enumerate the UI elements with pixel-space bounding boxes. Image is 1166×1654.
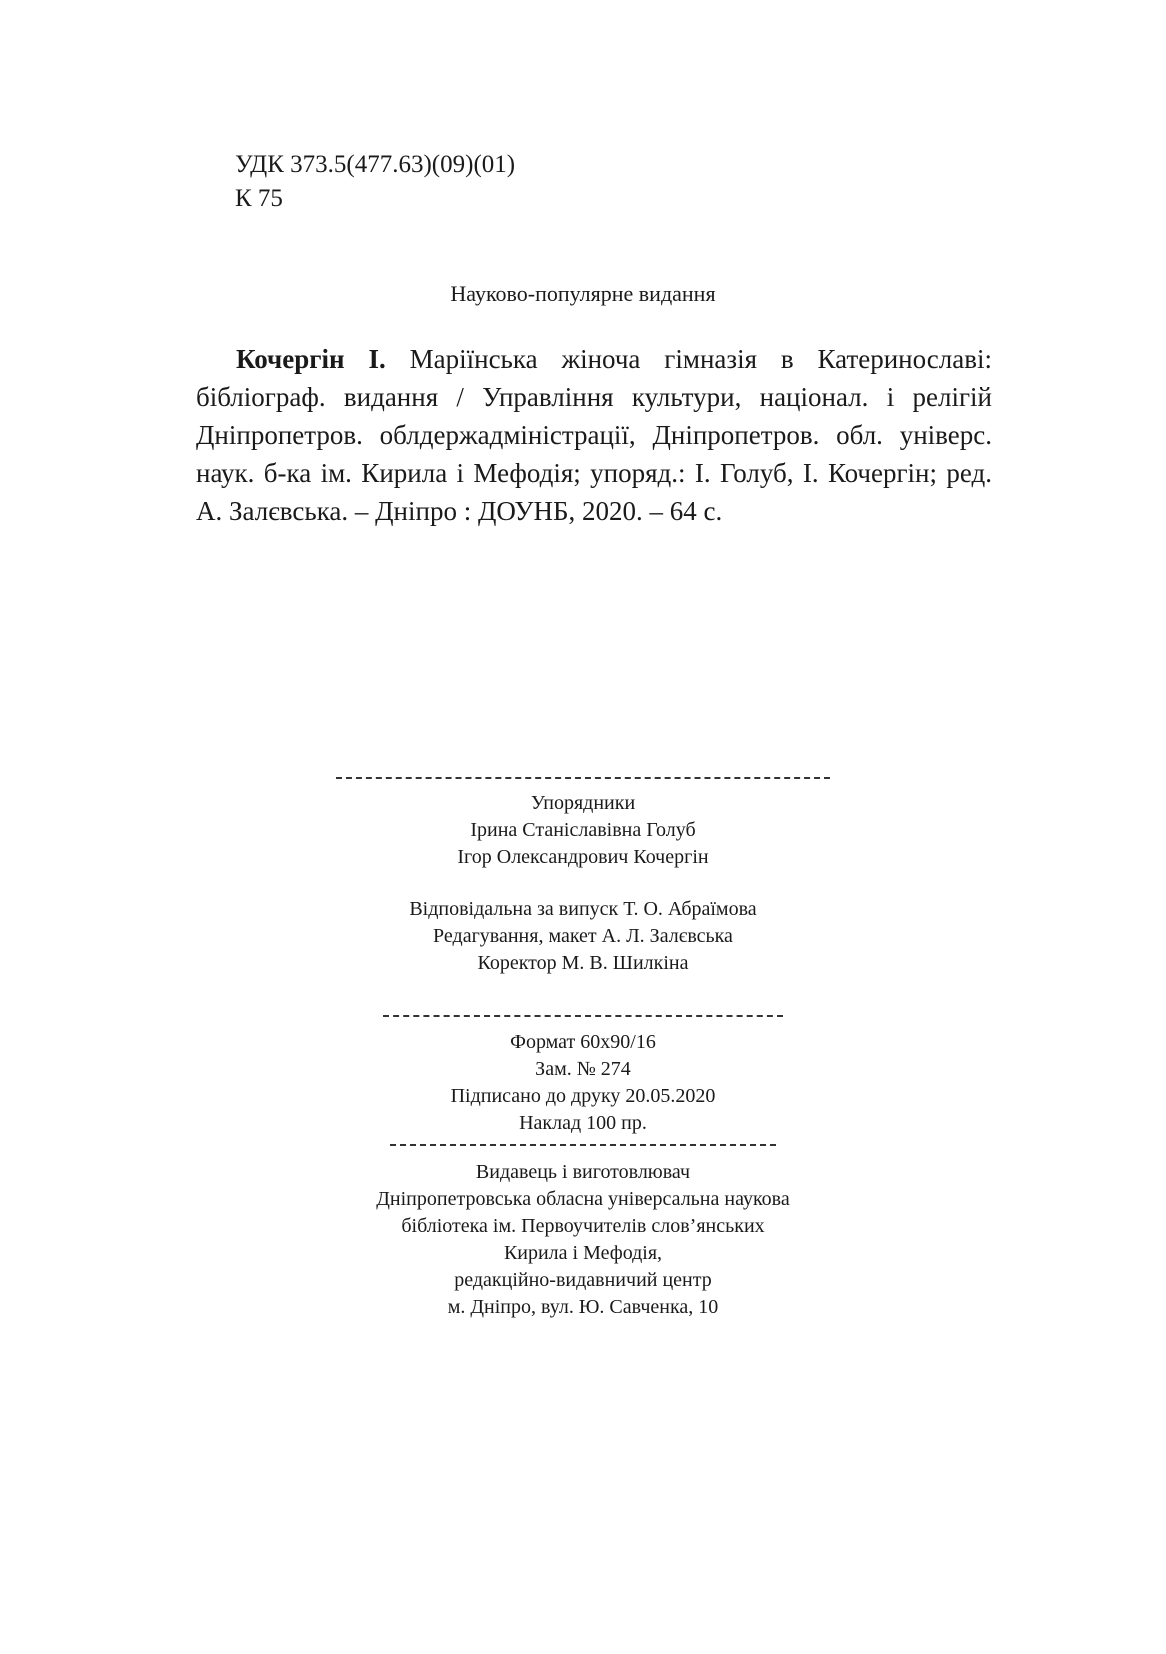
format: Формат 60х90/16 bbox=[510, 1031, 656, 1053]
publisher-line: Дніпропетровська обласна універсальна наукова bbox=[376, 1188, 790, 1210]
author-sign: К 75 bbox=[235, 185, 283, 212]
publisher-line: бібліотека ім. Первоучителів слов’янських bbox=[401, 1215, 765, 1237]
responsible-editor: Відповідальна за випуск Т. О. Абраїмова bbox=[409, 898, 757, 920]
publisher-address: м. Дніпро, вул. Ю. Савченка, 10 bbox=[447, 1296, 719, 1318]
publisher-heading: Видавець і виготовлювач bbox=[475, 1161, 691, 1183]
divider-top bbox=[336, 777, 830, 779]
publisher-line: редакційно-видавничий центр bbox=[454, 1269, 712, 1291]
bibliographic-description bbox=[196, 340, 992, 530]
udk-code: УДК 373.5(477.63)(09)(01) bbox=[235, 151, 516, 178]
publisher-line: Кирила і Мефодія, bbox=[503, 1242, 663, 1264]
order-number: Зам. № 274 bbox=[535, 1058, 631, 1080]
compilers-heading: Упорядники bbox=[530, 792, 636, 814]
divider-bottom bbox=[390, 1144, 776, 1146]
signed-date: Підписано до друку 20.05.2020 bbox=[450, 1085, 716, 1107]
udk-block bbox=[235, 148, 515, 216]
edition-type: Науково-популярне видання bbox=[450, 281, 716, 306]
compiler-name: Ірина Станіславівна Голуб bbox=[470, 819, 696, 841]
responsible-block bbox=[0, 896, 1166, 977]
proofreader: Коректор М. В. Шилкіна bbox=[477, 952, 689, 974]
divider-middle bbox=[383, 1015, 783, 1017]
print-run: Наклад 100 пр. bbox=[519, 1112, 647, 1134]
publisher-block bbox=[0, 1159, 1166, 1321]
compilers-block bbox=[0, 790, 1166, 871]
compiler-name: Ігор Олександрович Кочергін bbox=[457, 846, 709, 868]
layout-editor: Редагування, макет А. Л. Залєвська bbox=[433, 925, 733, 947]
bib-author: Кочергін І. bbox=[236, 344, 386, 374]
bib-text: Маріїнська жіноча гімназія в Катеринославі: бібліограф. видання / Управління культури, націонал. і релігій Дніпропетров. облдержадміністрації, Дніпропетров. обл. універс. наук. б-ка ім. Кирила і Мефодія; упоряд.: І. Голуб, І. Кочергін; ред. А. Залєвська. – Дніпро : ДОУНБ, 2020. – 64 с. bbox=[196, 344, 992, 526]
print-info-block bbox=[0, 1029, 1166, 1137]
